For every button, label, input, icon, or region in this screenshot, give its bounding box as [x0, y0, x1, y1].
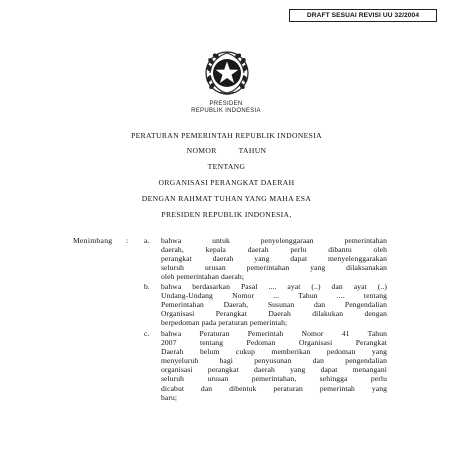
text-line: seluruh urusan pemerintahan, sehingga perlu — [161, 374, 387, 384]
menimbang-label: Menimbang — [73, 236, 113, 245]
presidential-emblem-icon — [200, 46, 254, 100]
text-line: dicabut dan dibentuk peraturan pemerintah yang — [161, 383, 387, 393]
text-line: berpedoman pada peraturan pemerintah; — [161, 318, 288, 328]
menimbang-colon: : — [126, 236, 129, 245]
regulation-title: PERATURAN PEMERINTAH REPUBLIK INDONESIA — [131, 131, 322, 140]
text-line: 2007 tentang Pedoman Organisasi Perangkat — [161, 338, 387, 348]
regulation-number-line — [0, 146, 453, 155]
text-line: Daerah belum cukup memberikan pedoman yang — [161, 347, 387, 357]
text-line: Organisasi Perangkat Daerah dilakukan dengan — [161, 309, 387, 319]
text-line: bahwa Peraturan Pemerintah Nomor 41 Tahun — [161, 329, 387, 338]
text-line: organisasi perangkat daerah yang dapat menangani — [161, 365, 387, 375]
text-line: Pemerintahan Daerah, Susunan dan Pengendalian — [161, 300, 387, 310]
emblem-caption — [180, 101, 272, 115]
regulation-subject: ORGANISASI PERANGKAT DAERAH — [158, 178, 295, 187]
tahun-label: TAHUN — [238, 146, 267, 155]
text-line: perangkat daerah yang dapat menyelenggarakan — [161, 254, 387, 264]
text-line: oleh pemerintahan daerah; — [161, 272, 245, 282]
text-line: bahwa berdasarkan Pasal .... ayat (..) dan ayat (..) — [161, 282, 387, 291]
text-line: daerah, kepala daerah perlu dibantu oleh — [161, 245, 387, 255]
item-letter-a: a. — [144, 236, 150, 245]
emblem-caption-line: REPUBLIK INDONESIA — [191, 108, 261, 114]
text-line: baru; — [161, 392, 178, 402]
president-line: PRESIDEN REPUBLIK INDONESIA, — [161, 210, 292, 219]
item-letter-c: c. — [144, 329, 150, 338]
draft-label: DRAFT SESUAI REVISI UU 32/2004 — [289, 9, 437, 22]
text-line: bahwa untuk penyelenggaraan pemerintahan — [161, 236, 387, 245]
tentang-heading: TENTANG — [207, 162, 246, 171]
rahmat-line: DENGAN RAHMAT TUHAN YANG MAHA ESA — [141, 194, 312, 203]
consideration-item-a — [161, 236, 387, 281]
text-line: Undang-Undang Nomor ... Tahun .... tentang — [161, 291, 387, 301]
text-line: menyeluruh bagi penyusunan dan pengendalian — [161, 356, 387, 366]
text-line: seluruh urusan pemerintahan yang dilaksanakan — [161, 263, 387, 273]
nomor-label: NOMOR — [186, 146, 217, 155]
emblem-caption-line: PRESIDEN — [209, 101, 243, 107]
consideration-item-b — [161, 282, 387, 327]
consideration-item-c — [161, 329, 387, 402]
item-letter-b: b. — [144, 282, 150, 291]
